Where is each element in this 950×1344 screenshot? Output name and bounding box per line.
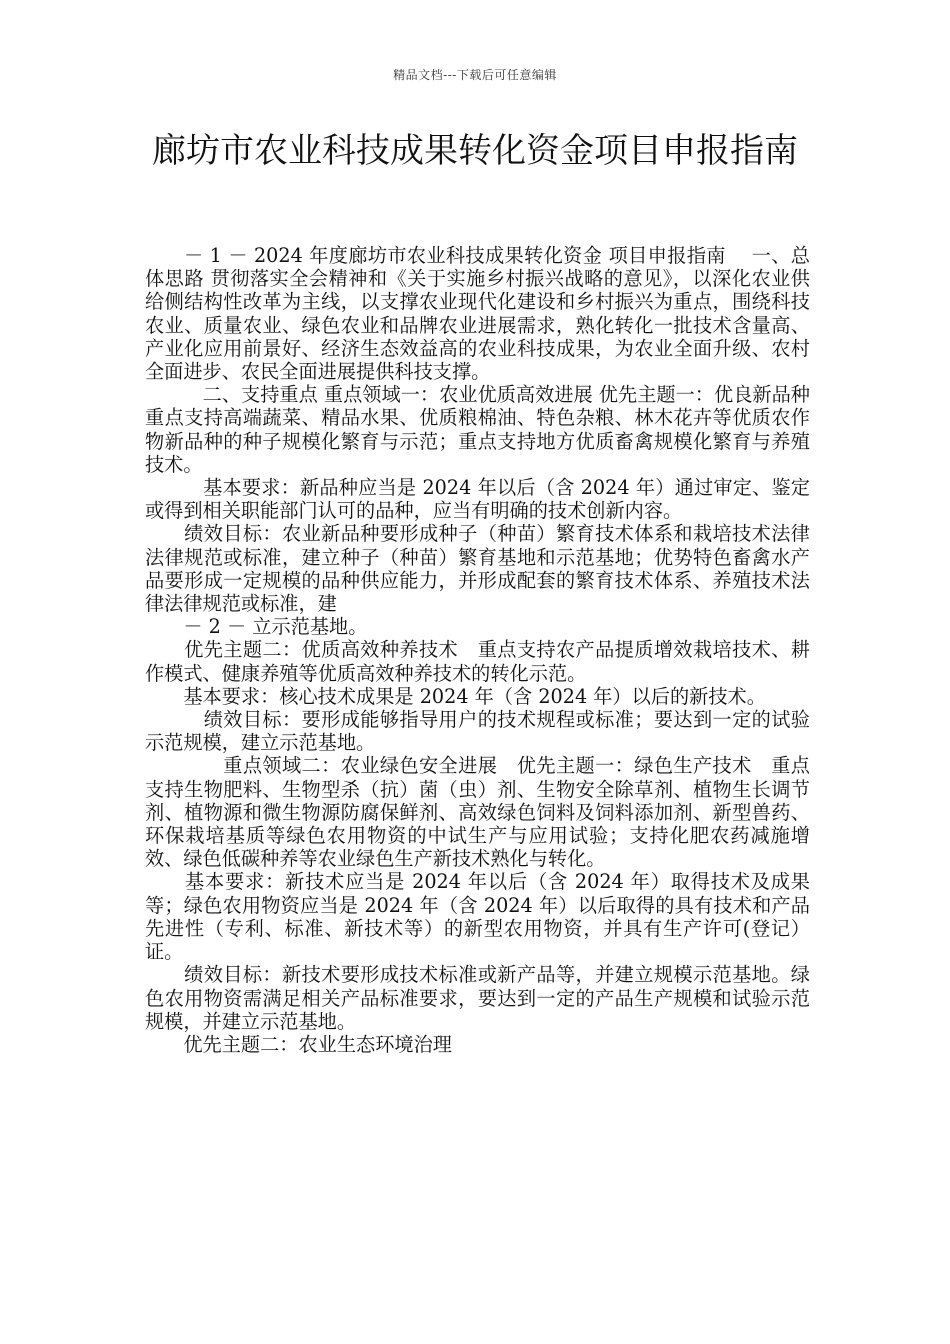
paragraph-focus-area-two: 重点领域二：农业绿色安全进展 优先主题一：绿色生产技术 重点支持生物肥料、生物型杀（抗）菌（虫）剂、生物安全除草剂、植物生长调节剂、植物源和微生物源防腐保鲜剂、高效绿色饲料及饲料添加剂、新型兽药、环保栽培基质等绿色农用物资的中试生产与应用试验；支持化肥农药减施增效、绿色低碳种养等农业绿色生产新技术熟化与转化。 [145,754,810,871]
paragraph-basic-requirement-2: 基本要求：核心技术成果是 2024 年（含 2024 年）以后的新技术。 [145,684,766,708]
document-body [145,244,830,1056]
paragraph-basic-requirement-1: 基本要求：新品种应当是 2024 年以后（含 2024 年）通过审定、鉴定或得到相关职能部门认可的品种，应当有明确的技术创新内容。 [145,476,810,523]
paragraph-priority-topic-ecology: 优先主题二：农业生态环境治理 [145,1032,452,1056]
paragraph-performance-goal-3: 绩效目标：新技术要形成技术标准或新产品等，并建立规模示范基地。绿色农用物资需满足相关产品标准要求，要达到一定的产品生产规模和试验示范规模，并建立示范基地。 [145,963,810,1033]
paragraph-performance-goal-2: 绩效目标：要形成能够指导用户的技术规程或标准；要达到一定的试验示范规模，建立示范基地。 [145,708,810,755]
paragraph-overview: － 1 － 2024 年度廊坊市农业科技成果转化资金 项目申报指南 一、总体思路 贯彻落实全会精神和《关于实施乡村振兴战略的意见》，以深化农业供给侧结构性改革为主线，以支撑农业现代化建设和乡村振兴为重点，围绕科技农业、质量农业、绿色农业和品牌农业进展需求，熟化转化一批技术含量高、产业化应用前景好、经济生态效益高的农业科技成果，为农业全面升级、农村全面进步、农民全面进展提供科技支撑。 [145,244,810,384]
paragraph-page-break: － 2 － 立示范基地。 [145,615,368,639]
paragraph-performance-goal-1: 绩效目标：农业新品种要形成种子（种苗）繁育技术体系和栽培技术法律法律规范或标准，建立种子（种苗）繁育基地和示范基地；优势特色畜禽水产品要形成一定规模的品种供应能力，并形成配套的繁育技术体系、养殖技术法律法律规范或标准，建 [145,522,810,616]
paragraph-priority-topic-2: 优先主题二：优质高效种养技术 重点支持农产品提质增效栽培技术、耕作模式、健康养殖等优质高效种养技术的转化示范。 [145,638,810,685]
header-note: 精品文档---下载后可任意编辑 [393,68,557,82]
document-title: 廊坊市农业科技成果转化资金项目申报指南 [152,131,798,171]
paragraph-basic-requirement-3: 基本要求：新技术应当是 2024 年以后（含 2024 年）取得技术及成果等；绿色农用物资应当是 2024 年（含 2024 年）以后取得的具有技术和产品先进性（专利、标准、新技术等）的新型农用物资，并具有生产许可(登记）证。 [145,870,810,964]
paragraph-focus-area-one: 二、支持重点 重点领域一：农业优质高效进展 优先主题一：优良新品种 重点支持高端蔬菜、精品水果、优质粮棉油、特色杂粮、林木花卉等优质农作物新品种的种子规模化繁育与示范；重点支持地方优质畜禽规模化繁育与养殖技术。 [145,383,830,476]
